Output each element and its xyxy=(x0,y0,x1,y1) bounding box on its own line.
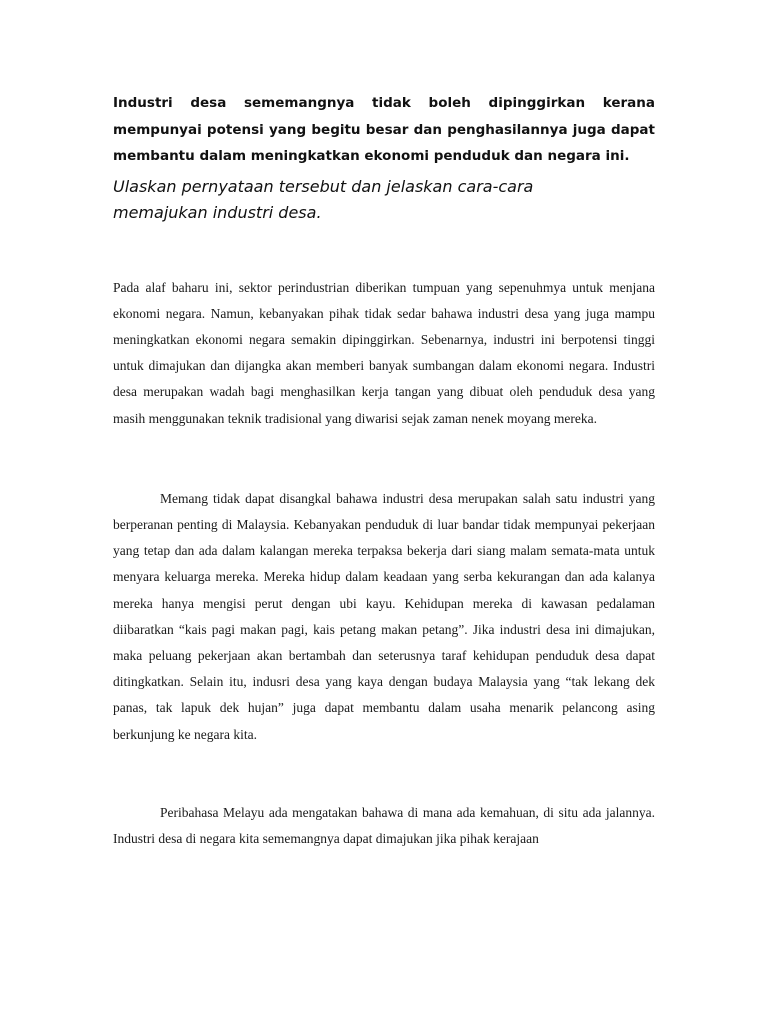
essay-instruction: Ulaskan pernyataan tersebut dan jelaskan cara-cara memajukan industri desa. xyxy=(113,176,534,222)
paragraph-body-1: Memang tidak dapat disangkal bahawa industri desa merupakan salah satu industri yang berperanan penting di Malaysia. Kebanyakan penduduk di luar bandar tidak mempunyai pekerjaan yang tetap dan ada dalam kalangan mereka terpaksa bekerja dari siang malam semata-mata untuk menyara keluarga mereka. Mereka hidup dalam keadaan yang serba kekurangan dan ada kalanya mereka hanya mengisi perut dengan ubi kayu. Kehidupan mereka di kawasan pedalaman diibaratkan “kais pagi makan pagi, kais petang makan petang”. Jika industri desa ini dimajukan, maka peluang pekerjaan akan bertambah dan seterusnya taraf kehidupan penduduk desa dapat ditingkatkan. Selain itu, indusri desa yang kaya dengan budaya Malaysia yang “tak lekang dek panas, tak lapuk dek hujan” juga dapat membantu dalam usaha menarik pelancong asing berkunjung ke negara kita. xyxy=(113,490,655,742)
paragraph-body-2: Peribahasa Melayu ada mengatakan bahawa di mana ada kemahuan, di situ ada jalannya. Industri desa di negara kita sememangnya dapat dimajukan jika pihak kerajaan xyxy=(113,804,655,846)
essay-content xyxy=(113,90,655,852)
paragraph-introduction: Pada alaf baharu ini, sektor perindustrian diberikan tumpuan yang sepenuhmya untuk menjana ekonomi negara. Namun, kebanyakan pihak tidak sedar bahawa industri desa yang juga mampu meningkatkan ekonomi negara semakin dipinggirkan. Sebenarnya, industri ini berpotensi tinggi untuk dimajukan dan dijangka akan memberi banyak sumbangan dalam ekonomi negara. Industri desa merupakan wadah bagi menghasilkan kerja tangan yang dibuat oleh penduduk desa yang masih menggunakan teknik tradisional yang diwarisi sejak zaman nenek moyang mereka. xyxy=(113,279,655,426)
essay-question: Industri desa sememangnya tidak boleh dipinggirkan kerana mempunyai potensi yang begitu besar dan penghasilannya juga dapat membantu dalam meningkatkan ekonomi penduduk dan negara ini. xyxy=(113,95,655,164)
